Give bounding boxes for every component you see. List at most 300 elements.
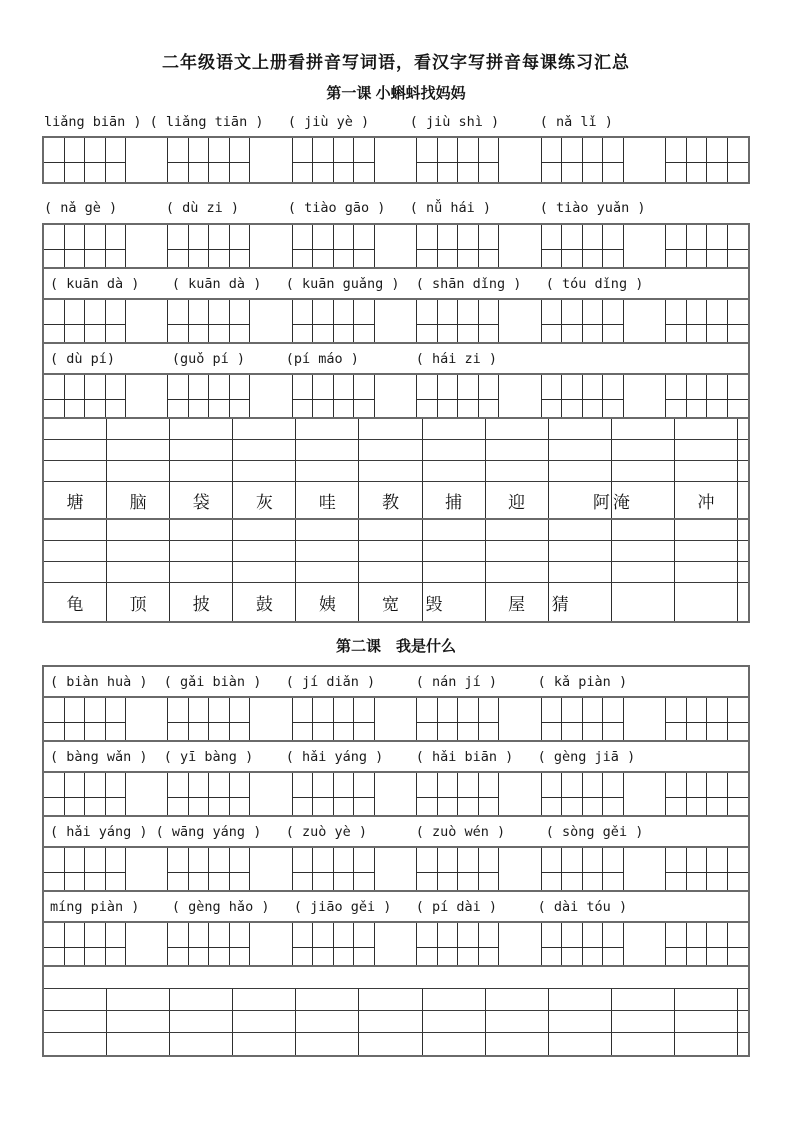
writing-box-cell — [417, 723, 438, 740]
writing-box-cell — [583, 798, 604, 815]
character-cell: 淹 — [612, 482, 675, 518]
grid-cell — [423, 1033, 486, 1055]
writing-box-group — [168, 698, 250, 740]
writing-box-cell — [44, 138, 65, 163]
writing-box-group — [168, 225, 250, 267]
writing-box-cell — [230, 848, 251, 873]
writing-box-cell — [666, 873, 687, 890]
writing-box-cell — [417, 773, 438, 798]
writing-box-cell — [293, 400, 314, 417]
writing-box-cell — [354, 400, 375, 417]
writing-box-cell — [562, 698, 583, 723]
writing-box-cell — [189, 723, 210, 740]
separator-cell — [624, 300, 666, 342]
grid-cell — [486, 989, 549, 1010]
grid-cell — [612, 461, 675, 481]
separator-cell — [499, 923, 541, 965]
writing-box-cell — [603, 948, 624, 965]
writing-box-group — [666, 848, 748, 890]
writing-box-cell — [44, 723, 65, 740]
separator-cell — [375, 375, 417, 417]
writing-box-cell — [65, 300, 86, 325]
writing-box-cell — [666, 923, 687, 948]
writing-box-cell — [334, 723, 355, 740]
writing-box-cell — [209, 138, 230, 163]
grid-cell — [612, 440, 675, 460]
grid-cell — [549, 440, 612, 460]
writing-box-cell — [189, 698, 210, 723]
writing-box-cell — [458, 375, 479, 400]
writing-box-cell — [687, 923, 708, 948]
writing-box-cell — [313, 698, 334, 723]
writing-box-cell — [334, 300, 355, 325]
writing-box-cell — [562, 723, 583, 740]
writing-box-cell — [562, 773, 583, 798]
writing-box-cell — [562, 923, 583, 948]
grid-cell — [170, 520, 233, 540]
writing-box-group — [666, 698, 748, 740]
writing-box-cell — [85, 698, 106, 723]
writing-box-cell — [44, 400, 65, 417]
writing-box-cell — [666, 400, 687, 417]
writing-box-group — [168, 138, 250, 182]
writing-box-cell — [542, 773, 563, 798]
writing-box-cell — [85, 325, 106, 342]
grid-cell — [612, 541, 675, 561]
writing-box-cell — [562, 325, 583, 342]
writing-box-group — [417, 848, 499, 890]
separator-cell — [375, 300, 417, 342]
writing-box-cell — [687, 873, 708, 890]
writing-box-cell — [438, 225, 459, 250]
writing-box-cell — [85, 225, 106, 250]
writing-box-cell — [583, 400, 604, 417]
writing-box-cell — [479, 225, 500, 250]
writing-box-cell — [542, 873, 563, 890]
grid-cell — [107, 562, 170, 582]
section-1-top-grid-table — [42, 136, 750, 184]
writing-box-cell — [44, 225, 65, 250]
grid-cell — [44, 562, 107, 582]
writing-box-cell — [44, 923, 65, 948]
character-cell: 哇 — [296, 482, 359, 518]
separator-cell — [126, 138, 168, 182]
writing-box-cell — [417, 948, 438, 965]
writing-box-cell — [687, 400, 708, 417]
writing-box-cell — [417, 325, 438, 342]
grid-cell — [170, 461, 233, 481]
writing-box-cell — [85, 300, 106, 325]
writing-box-cell — [230, 400, 251, 417]
writing-box-cell — [458, 798, 479, 815]
writing-box-cell — [44, 375, 65, 400]
grid-cell — [423, 440, 486, 460]
writing-box-cell — [603, 375, 624, 400]
writing-box-group — [293, 225, 375, 267]
grid-cell — [170, 541, 233, 561]
separator-cell — [126, 698, 168, 740]
grid-cell — [233, 541, 296, 561]
grid-cell — [233, 461, 296, 481]
writing-box-cell — [479, 773, 500, 798]
writing-box-cell — [583, 300, 604, 325]
writing-box-cell — [666, 773, 687, 798]
writing-box-cell — [230, 138, 251, 163]
pinyin-row: míng piàn ) ( gèng hǎo ) ( jiāo gěi ) ( pí dài ) ( dài tóu ) — [44, 892, 748, 923]
writing-box-cell — [44, 163, 65, 182]
writing-box-cell — [479, 138, 500, 163]
writing-box-cell — [687, 325, 708, 342]
writing-box-cell — [106, 723, 127, 740]
grid-cell — [107, 541, 170, 561]
writing-box-group — [666, 375, 748, 417]
separator-cell — [499, 375, 541, 417]
writing-box-cell — [438, 375, 459, 400]
character-cell: 毁 — [423, 583, 486, 621]
writing-box-group — [666, 300, 748, 342]
writing-box-cell — [583, 138, 604, 163]
writing-box-cell — [687, 138, 708, 163]
writing-box-cell — [313, 375, 334, 400]
writing-box-cell — [313, 250, 334, 267]
writing-box-group — [44, 375, 126, 417]
writing-box-cell — [687, 848, 708, 873]
grid-cell — [296, 1033, 359, 1055]
writing-box-cell — [479, 873, 500, 890]
pinyin-line-1: liǎng biān ) ( liǎng tiān ) ( jiù yè ) ( jiù shì ) ( nǎ lǐ ) — [44, 114, 613, 130]
grid-cell — [612, 989, 675, 1010]
empty-grid-row — [44, 440, 748, 461]
writing-box-row — [44, 375, 748, 419]
writing-box-cell — [354, 325, 375, 342]
writing-box-cell — [458, 848, 479, 873]
writing-box-row — [44, 923, 748, 967]
writing-box-row — [44, 698, 748, 742]
writing-box-cell — [354, 948, 375, 965]
grid-cell — [486, 520, 549, 540]
writing-box-cell — [707, 163, 728, 182]
writing-box-cell — [168, 773, 189, 798]
writing-box-cell — [438, 250, 459, 267]
writing-box-cell — [168, 325, 189, 342]
writing-box-cell — [168, 250, 189, 267]
writing-box-cell — [458, 873, 479, 890]
writing-box-cell — [562, 138, 583, 163]
writing-box-cell — [209, 948, 230, 965]
writing-box-group — [293, 773, 375, 815]
writing-box-cell — [209, 300, 230, 325]
grid-cell — [296, 440, 359, 460]
writing-box-cell — [479, 300, 500, 325]
writing-box-cell — [707, 250, 728, 267]
writing-box-cell — [334, 923, 355, 948]
writing-box-cell — [687, 948, 708, 965]
grid-cell — [107, 419, 170, 439]
pinyin-row: ( biàn huà ) ( gǎi biàn ) ( jí diǎn ) ( nán jí ) ( kǎ piàn ) — [44, 667, 748, 698]
grid-cell — [359, 419, 422, 439]
writing-box-cell — [230, 948, 251, 965]
section-1-heading: 第一课 小蝌蚪找妈妈 — [326, 85, 466, 102]
writing-box-cell — [438, 773, 459, 798]
writing-box-cell — [189, 873, 210, 890]
character-cell: 姨 — [296, 583, 359, 621]
grid-cell — [107, 1033, 170, 1055]
grid-cell — [233, 1011, 296, 1032]
writing-box-cell — [603, 300, 624, 325]
writing-box-cell — [313, 300, 334, 325]
writing-box-cell — [230, 723, 251, 740]
writing-box-cell — [168, 723, 189, 740]
grid-cell — [170, 989, 233, 1010]
writing-box-cell — [106, 773, 127, 798]
empty-grid-row — [44, 1011, 748, 1033]
writing-box-cell — [583, 948, 604, 965]
writing-box-cell — [707, 698, 728, 723]
writing-box-cell — [313, 798, 334, 815]
writing-box-cell — [293, 798, 314, 815]
writing-box-cell — [189, 923, 210, 948]
empty-grid-row — [44, 989, 748, 1011]
grid-cell — [170, 440, 233, 460]
grid-cell — [423, 562, 486, 582]
writing-box-cell — [479, 723, 500, 740]
writing-box-cell — [458, 948, 479, 965]
character-cell: 迎 — [486, 482, 549, 518]
writing-box-cell — [417, 873, 438, 890]
writing-box-cell — [313, 138, 334, 163]
writing-box-cell — [293, 225, 314, 250]
separator-cell — [250, 923, 292, 965]
writing-box-cell — [189, 400, 210, 417]
writing-box-group — [666, 138, 748, 182]
character-cell: 宽 — [359, 583, 422, 621]
grid-cell — [675, 989, 738, 1010]
writing-box-cell — [106, 948, 127, 965]
grid-cell — [549, 562, 612, 582]
writing-box-cell — [687, 375, 708, 400]
writing-box-cell — [542, 250, 563, 267]
writing-box-cell — [562, 873, 583, 890]
writing-box-cell — [313, 400, 334, 417]
grid-cell — [549, 1033, 612, 1055]
writing-box-cell — [728, 163, 749, 182]
grid-cell — [359, 562, 422, 582]
writing-box-cell — [687, 225, 708, 250]
grid-cell — [44, 989, 107, 1010]
writing-box-cell — [687, 163, 708, 182]
writing-box-cell — [354, 163, 375, 182]
writing-box-cell — [542, 163, 563, 182]
writing-box-cell — [313, 163, 334, 182]
writing-box-cell — [417, 250, 438, 267]
writing-box-group — [44, 225, 126, 267]
character-cell: 屋 — [486, 583, 549, 621]
writing-box-cell — [106, 225, 127, 250]
separator-cell — [126, 848, 168, 890]
writing-box-cell — [583, 723, 604, 740]
writing-box-cell — [438, 400, 459, 417]
writing-box-group — [44, 773, 126, 815]
writing-box-cell — [603, 698, 624, 723]
writing-box-cell — [458, 923, 479, 948]
separator-cell — [624, 375, 666, 417]
writing-box-cell — [583, 163, 604, 182]
writing-box-cell — [728, 138, 749, 163]
separator-cell — [624, 225, 666, 267]
separator-cell — [375, 225, 417, 267]
writing-box-cell — [583, 773, 604, 798]
empty-grid-row — [44, 461, 748, 482]
grid-cell — [738, 440, 748, 460]
writing-box-cell — [542, 923, 563, 948]
writing-box-cell — [666, 300, 687, 325]
writing-box-cell — [354, 873, 375, 890]
grid-cell — [359, 1033, 422, 1055]
writing-box-cell — [65, 163, 86, 182]
writing-box-cell — [438, 300, 459, 325]
writing-box-cell — [438, 873, 459, 890]
grid-cell — [107, 440, 170, 460]
writing-box-cell — [106, 300, 127, 325]
grid-cell — [675, 1011, 738, 1032]
writing-box-cell — [479, 923, 500, 948]
writing-box-cell — [707, 848, 728, 873]
separator-cell — [250, 225, 292, 267]
section-2-heading: 第二课 我是什么 — [335, 638, 456, 655]
writing-box-cell — [44, 325, 65, 342]
writing-box-cell — [666, 163, 687, 182]
writing-box-cell — [85, 923, 106, 948]
empty-grid-row — [44, 562, 748, 583]
writing-box-cell — [334, 163, 355, 182]
writing-box-cell — [583, 873, 604, 890]
section-1-main-grid-table — [42, 223, 750, 623]
separator-cell — [375, 773, 417, 815]
writing-box-group — [542, 773, 624, 815]
grid-cell — [359, 461, 422, 481]
grid-cell — [44, 520, 107, 540]
writing-box-cell — [666, 948, 687, 965]
grid-cell — [486, 440, 549, 460]
character-cell: 阿 — [549, 482, 612, 518]
writing-box-cell — [354, 138, 375, 163]
grid-cell — [296, 562, 359, 582]
grid-cell — [738, 461, 748, 481]
writing-box-cell — [438, 325, 459, 342]
writing-box-cell — [603, 723, 624, 740]
writing-box-cell — [168, 163, 189, 182]
separator-cell — [250, 300, 292, 342]
writing-box-cell — [209, 163, 230, 182]
writing-box-cell — [65, 138, 86, 163]
writing-box-cell — [168, 948, 189, 965]
writing-box-cell — [65, 848, 86, 873]
writing-box-cell — [354, 723, 375, 740]
writing-box-cell — [728, 848, 749, 873]
pinyin-row: ( kuān dà ) ( kuān dà ) ( kuān guǎng ) ( shān dǐng ) ( tóu dǐng ) — [44, 269, 748, 300]
writing-box-cell — [354, 250, 375, 267]
character-cell — [738, 482, 748, 518]
page-title: 二年级语文上册看拼音写词语，看汉字写拼音每课练习汇总 — [162, 53, 630, 72]
writing-box-cell — [542, 698, 563, 723]
writing-box-cell — [687, 723, 708, 740]
writing-box-cell — [458, 300, 479, 325]
writing-box-cell — [707, 948, 728, 965]
grid-cell — [233, 419, 296, 439]
grid-cell — [738, 1033, 748, 1055]
writing-box-cell — [458, 163, 479, 182]
writing-box-cell — [209, 723, 230, 740]
separator-cell — [250, 375, 292, 417]
separator-cell — [624, 698, 666, 740]
grid-cell — [233, 440, 296, 460]
grid-cell — [233, 1033, 296, 1055]
grid-cell — [44, 541, 107, 561]
writing-box-cell — [293, 923, 314, 948]
writing-box-group — [542, 923, 624, 965]
writing-box-group — [293, 300, 375, 342]
writing-box-cell — [293, 250, 314, 267]
writing-box-cell — [438, 948, 459, 965]
grid-cell — [612, 1011, 675, 1032]
writing-box-cell — [583, 250, 604, 267]
writing-box-group — [666, 225, 748, 267]
separator-cell — [624, 138, 666, 182]
writing-box-cell — [65, 798, 86, 815]
empty-grid-row — [44, 419, 748, 440]
writing-box-cell — [728, 948, 749, 965]
writing-box-cell — [189, 848, 210, 873]
grid-cell — [738, 989, 748, 1010]
writing-box-cell — [168, 798, 189, 815]
writing-box-cell — [687, 773, 708, 798]
writing-box-cell — [603, 873, 624, 890]
grid-cell — [612, 562, 675, 582]
writing-box-cell — [65, 325, 86, 342]
grid-cell — [233, 520, 296, 540]
writing-box-cell — [168, 225, 189, 250]
grid-cell — [549, 419, 612, 439]
writing-box-cell — [707, 325, 728, 342]
writing-box-cell — [728, 300, 749, 325]
writing-box-cell — [603, 400, 624, 417]
writing-box-cell — [65, 773, 86, 798]
writing-box-cell — [707, 873, 728, 890]
writing-box-cell — [293, 948, 314, 965]
pinyin-line-2: ( nǎ gè ) ( dù zi ) ( tiào gāo ) ( nǚ hái ) ( tiào yuǎn ) — [44, 200, 646, 216]
writing-box-cell — [438, 798, 459, 815]
writing-box-cell — [603, 325, 624, 342]
writing-box-cell — [417, 848, 438, 873]
writing-box-cell — [85, 773, 106, 798]
writing-box-cell — [209, 798, 230, 815]
writing-box-cell — [728, 325, 749, 342]
writing-box-cell — [334, 948, 355, 965]
writing-box-cell — [230, 225, 251, 250]
writing-box-cell — [230, 798, 251, 815]
section-2-grid-table — [42, 665, 750, 1057]
writing-box-cell — [479, 698, 500, 723]
grid-cell — [423, 419, 486, 439]
grid-cell — [107, 520, 170, 540]
writing-box-cell — [479, 948, 500, 965]
writing-box-cell — [542, 723, 563, 740]
writing-box-group — [542, 300, 624, 342]
writing-box-cell — [417, 138, 438, 163]
writing-box-group — [168, 375, 250, 417]
writing-box-row — [44, 300, 748, 344]
writing-box-cell — [106, 923, 127, 948]
